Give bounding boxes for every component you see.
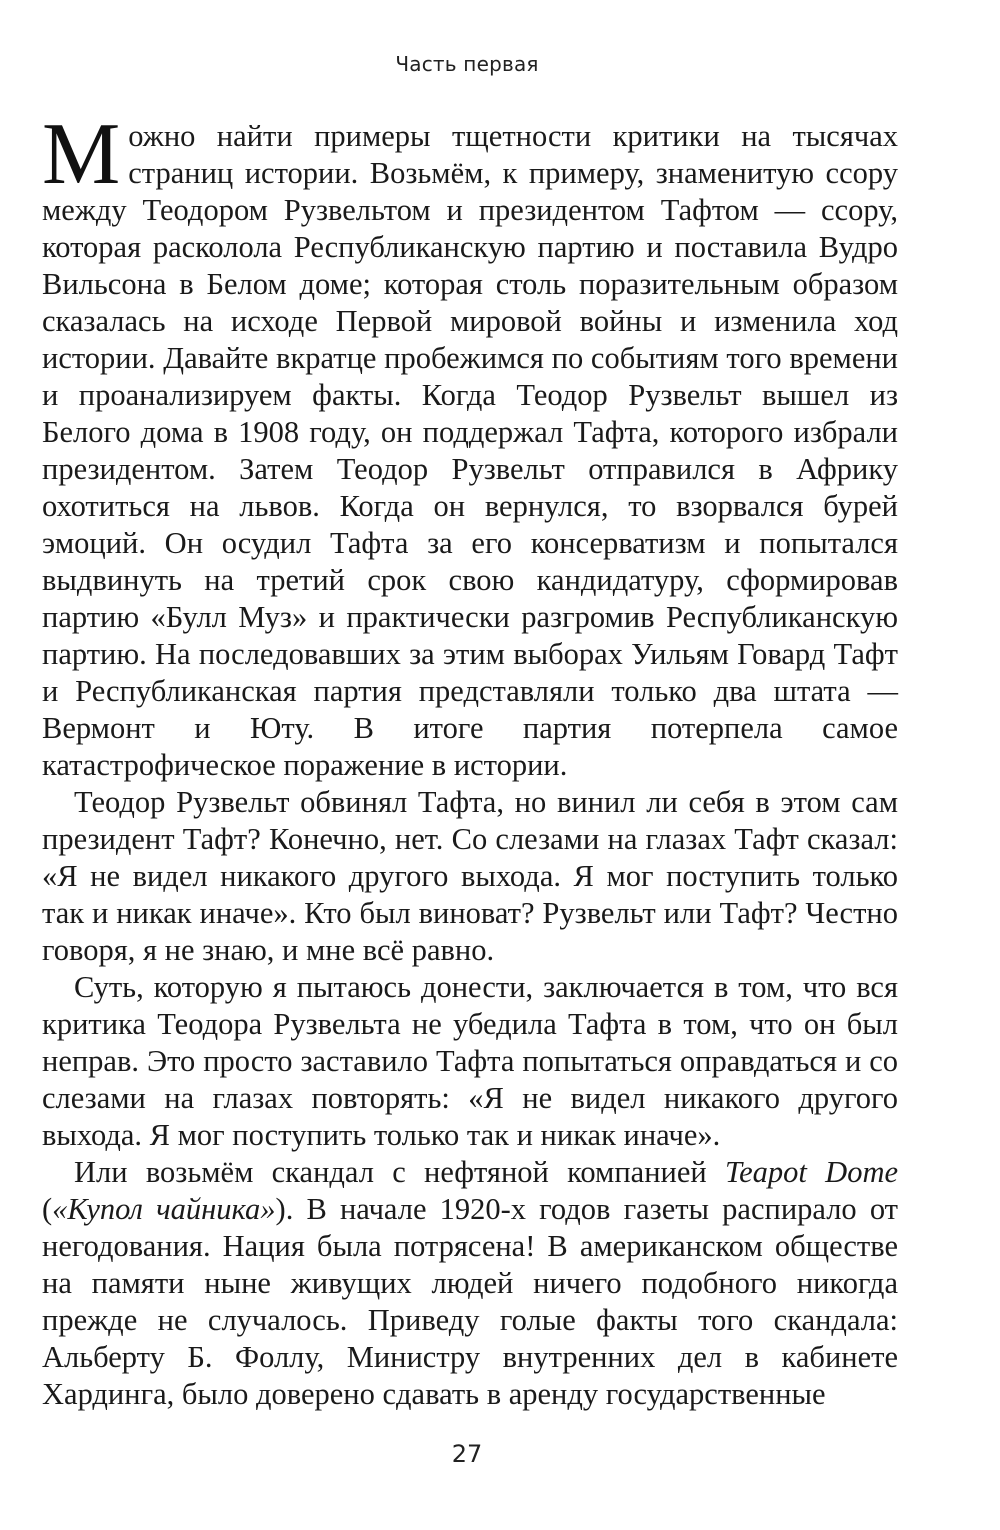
paragraph-4-rest: . В начале 1920-х годов газеты распирало от негодования. Нация была потрясена! В американском обществе на памяти ныне живущих людей ничего подобного никогда прежде не случалось. Приведу голые факты того скандала: Альберту Б. Фоллу, Министру внутренних дел в кабинете Хардинга, было доверено сдавать в аренду государственные bbox=[42, 1192, 898, 1411]
page-number: 27 bbox=[451, 1440, 483, 1468]
paragraph-4-italic-translation: «Купол чайника» bbox=[52, 1192, 276, 1226]
running-title: Часть первая bbox=[395, 52, 539, 76]
body-text bbox=[42, 106, 899, 1413]
paragraph-4-open-paren: ( bbox=[42, 1192, 53, 1226]
paragraph-4-lead: Или возьмём скандал с нефтяной компанией bbox=[74, 1155, 725, 1189]
drop-cap: М bbox=[42, 106, 121, 203]
paragraph-1-text: ожно найти примеры тщетности критики на тысячах страниц истории. Возьмём, к примеру, знаменитую ссору между Теодором Рузвельтом и президентом Тафтом — ссору, которая расколола Республиканскую партию и поставила Вудро Вильсона в Белом доме; которая столь поразительным образом сказалась на исходе Первой мировой войны и изменила ход истории. Давайте вкратце пробежимся по событиям того времени и проанализируем факты. Когда Теодор Рузвельт вышел из Белого дома в 1908 году, он поддержал Тафта, которого избрали президентом. Затем Теодор Рузвельт отправился в Африку охотиться на львов. Когда он вернулся, то взорвался бурей эмоций. Он осудил Тафта за его консерватизм и попытался выдвинуть на третий срок свою кандидатуру, сформировав партию «Булл Муз» и практически разгромив Республиканскую партию. На последовавших за этим выборах Уильям Говард Тафт и Республиканская партия представляли только два штата — Вермонт и Юту. В итоге партия потерпела самое катастрофическое поражение в истории. bbox=[42, 119, 898, 782]
paragraph-2: Теодор Рузвельт обвинял Тафта, но винил ли себя в этом сам президент Тафт? Конечно, нет. Со слезами на глазах Тафт сказал: «Я не видел никакого другого выхода. Я мог поступить только так и никак иначе». Кто был виноват? Рузвельт или Тафт? Честно говоря, я не знаю, и мне всё равно. bbox=[42, 785, 898, 967]
paragraph-4-close-paren: ) bbox=[275, 1192, 286, 1226]
paragraph-4-italic-name: Teapot Dome bbox=[724, 1155, 899, 1189]
paragraph-3: Суть, которую я пытаюсь донести, заключается в том, что вся критика Теодора Рузвельта не убедила Тафта в том, что он был неправ. Это просто заставило Тафта попытаться оправдаться и со слезами на глазах повторять: «Я не видел никакого другого выхода. Я мог поступить только так и никак иначе». bbox=[42, 970, 898, 1152]
paragraph-4 bbox=[42, 1154, 898, 1413]
paragraph-1 bbox=[42, 106, 898, 784]
